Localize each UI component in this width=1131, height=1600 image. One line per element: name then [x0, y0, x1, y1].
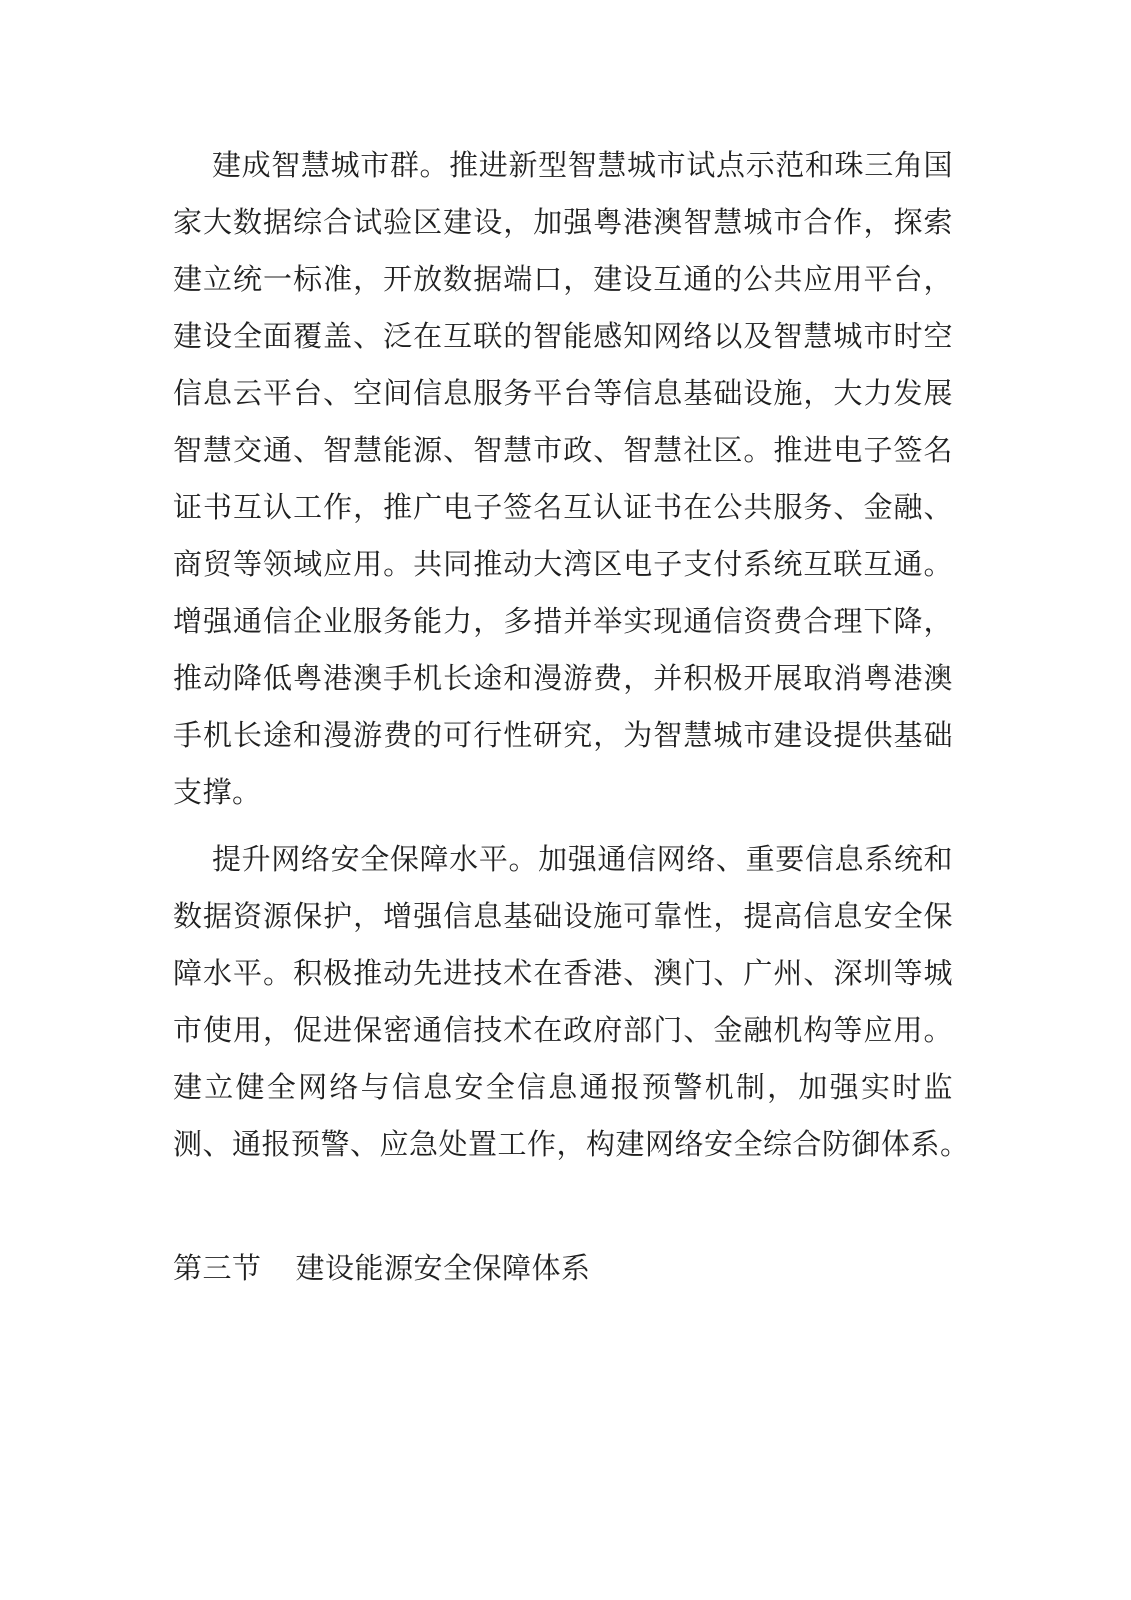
paragraph-1-line-2: 家大数据综合试验区建设，加强粤港澳智慧城市合作，探索: [173, 205, 953, 239]
paragraph-1-line-7: 证书互认工作，推广电子签名互认证书在公共服务、金融、: [173, 490, 953, 524]
paragraph-1-line-9: 增强通信企业服务能力，多措并举实现通信资费合理下降，: [173, 604, 953, 638]
section-title: 建设能源安全保障体系: [295, 1251, 591, 1285]
paragraph-2-line-3: 障水平。积极推动先进技术在香港、澳门、广州、深圳等城: [173, 956, 953, 990]
paragraph-2-line-1: 提升网络安全保障水平。加强通信网络、重要信息系统和: [212, 842, 953, 876]
paragraph-1-line-6: 智慧交通、智慧能源、智慧市政、智慧社区。推进电子签名: [173, 433, 953, 467]
paragraph-1-line-1: 建成智慧城市群。推进新型智慧城市试点示范和珠三角国: [212, 148, 953, 182]
paragraph-1-line-11: 手机长途和漫游费的可行性研究，为智慧城市建设提供基础: [173, 718, 953, 752]
paragraph-1-line-5: 信息云平台、空间信息服务平台等信息基础设施，大力发展: [173, 376, 953, 410]
paragraph-1-line-3: 建立统一标准，开放数据端口，建设互通的公共应用平台，: [173, 262, 953, 296]
paragraph-2-line-6: 测、通报预警、应急处置工作，构建网络安全综合防御体系。: [173, 1127, 970, 1161]
paragraph-1-line-8: 商贸等领域应用。共同推动大湾区电子支付系统互联互通。: [173, 547, 953, 581]
section-number: 第三节: [173, 1251, 262, 1285]
paragraph-2-line-4: 市使用，促进保密通信技术在政府部门、金融机构等应用。: [173, 1013, 953, 1047]
section-heading: [173, 1248, 591, 1288]
paragraph-1-line-10: 推动降低粤港澳手机长途和漫游费，并积极开展取消粤港澳: [173, 661, 953, 695]
paragraph-1-line-12: 支撑。: [173, 775, 262, 809]
paragraph-2-line-5: 建立健全网络与信息安全信息通报预警机制，加强实时监: [173, 1070, 953, 1104]
paragraph-2-line-2: 数据资源保护，增强信息基础设施可靠性，提高信息安全保: [173, 899, 953, 933]
paragraph-1-line-4: 建设全面覆盖、泛在互联的智能感知网络以及智慧城市时空: [173, 319, 953, 353]
